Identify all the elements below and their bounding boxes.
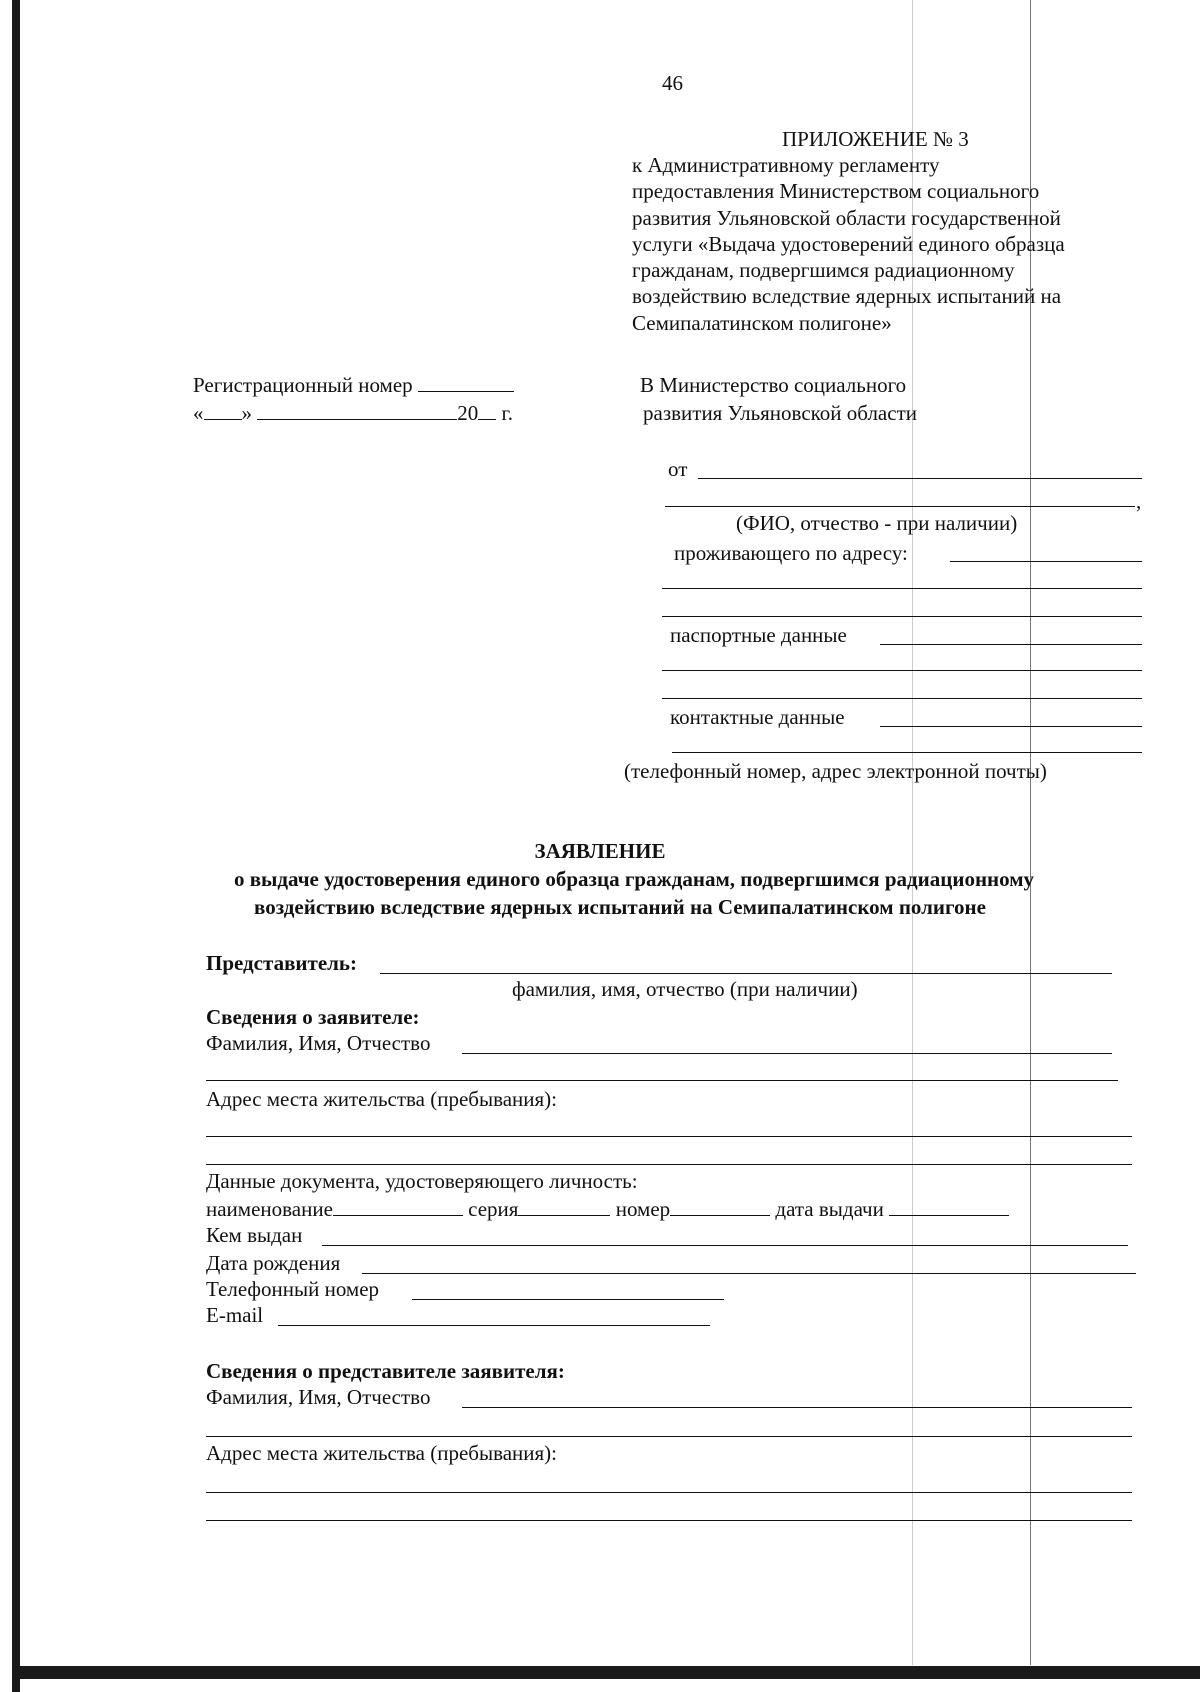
appendix-line: гражданам, подвергшимся радиационному [632,258,1015,282]
issued-by-field[interactable] [322,1245,1128,1246]
address-field[interactable] [950,561,1142,562]
applicant-fio-field[interactable] [462,1053,1112,1054]
from-field[interactable] [698,478,1142,479]
registration-date [193,400,513,426]
passport-field-2[interactable] [662,670,1142,671]
year-suffix: г. [501,401,513,425]
addressee-line2: развития Ульяновской области [643,401,917,425]
statement-subtitle-line2: воздействию вследствие ядерных испытаний на Семипалатинском полигоне [254,895,986,919]
registration-label: Регистрационный номер [193,373,413,397]
passport-field-3[interactable] [662,698,1142,699]
representative-label: Представитель: [206,951,358,975]
contact-label: контактные данные [670,705,845,729]
appendix-description [632,152,1152,336]
address-field-2[interactable] [662,588,1142,589]
email-field[interactable] [278,1325,710,1326]
address-field-3[interactable] [662,616,1142,617]
rep-address-field-2[interactable] [206,1520,1132,1521]
rep-address-field[interactable] [206,1492,1132,1493]
doc-date-field[interactable] [889,1197,1009,1216]
year-prefix: 20 [457,401,479,425]
phone-label: Телефонный номер [206,1277,380,1301]
registration-day-field[interactable] [204,401,242,420]
birth-label: Дата рождения [206,1251,341,1275]
doc-name-label: наименование [206,1197,333,1221]
registration-year-field[interactable] [478,401,496,420]
passport-field[interactable] [880,644,1142,645]
rep-address-label: Адрес места жительства (пребывания): [206,1441,558,1465]
comma: , [1136,489,1142,513]
doc-series-field[interactable] [518,1197,610,1216]
rep-fio-field[interactable] [462,1407,1132,1408]
rep-fio-field-2[interactable] [206,1436,1132,1437]
registration-month-field[interactable] [257,401,457,420]
appendix-title: ПРИЛОЖЕНИЕ № 3 [782,127,969,151]
rep-info-heading: Сведения о представителе заявителя: [206,1359,565,1383]
issued-by-label: Кем выдан [206,1223,303,1247]
applicant-address-field-2[interactable] [206,1164,1132,1165]
scan-border-bottom [12,1666,1200,1679]
statement-title: ЗАЯВЛЕНИЕ [534,839,666,863]
passport-label: паспортные данные [670,623,847,647]
from-field-2[interactable] [665,506,1135,507]
appendix-line: услуги «Выдача удостоверений единого образца [632,231,1065,256]
residing-label: проживающего по адресу: [674,541,908,565]
addressee-line1: В Министерство социального [640,373,907,397]
quote-close: » [241,401,252,425]
appendix-line: воздействию вследствие ядерных испытаний на [632,284,1062,309]
doc-date-label: дата выдачи [775,1197,884,1221]
contact-field[interactable] [880,726,1142,727]
phone-field[interactable] [412,1299,724,1300]
page-number: 46 [662,71,683,95]
doc-number-label: номер [615,1197,671,1221]
representative-field[interactable] [380,973,1112,974]
applicant-doc-row [206,1196,1009,1222]
rep-fio-label: Фамилия, Имя, Отчество [206,1385,431,1409]
applicant-fio-field-2[interactable] [206,1080,1118,1081]
contact-hint: (телефонный номер, адрес электронной почты) [624,759,1047,783]
fio-hint: (ФИО, отчество - при наличии) [736,511,1018,535]
registration-number [193,372,514,398]
appendix-line: Семипалатинском полигоне» [632,310,892,335]
contact-field-2[interactable] [672,752,1142,753]
doc-series-label: серия [468,1197,519,1221]
birth-date-field[interactable] [362,1273,1136,1274]
applicant-doc-label: Данные документа, удостоверяющего личность: [206,1169,638,1193]
applicant-address-field[interactable] [206,1136,1132,1137]
doc-name-field[interactable] [333,1197,463,1216]
appendix-line: к Административному регламенту [632,153,940,177]
email-label: E-mail [206,1303,264,1327]
from-label: от [668,457,688,481]
appendix-line: предоставления Министерством социального [632,179,1040,204]
appendix-line: развития Ульяновской области государственной [632,205,1061,230]
applicant-address-label: Адрес места жительства (пребывания): [206,1087,558,1111]
applicant-fio-label: Фамилия, Имя, Отчество [206,1031,431,1055]
doc-number-field[interactable] [670,1197,770,1216]
statement-subtitle-line1: о выдаче удостоверения единого образца гражданам, подвергшимся радиационному [233,867,1035,891]
quote-open: « [193,401,204,425]
applicant-heading: Сведения о заявителе: [206,1005,420,1029]
registration-number-field[interactable] [418,373,514,392]
representative-hint: фамилия, имя, отчество (при наличии) [512,977,858,1001]
